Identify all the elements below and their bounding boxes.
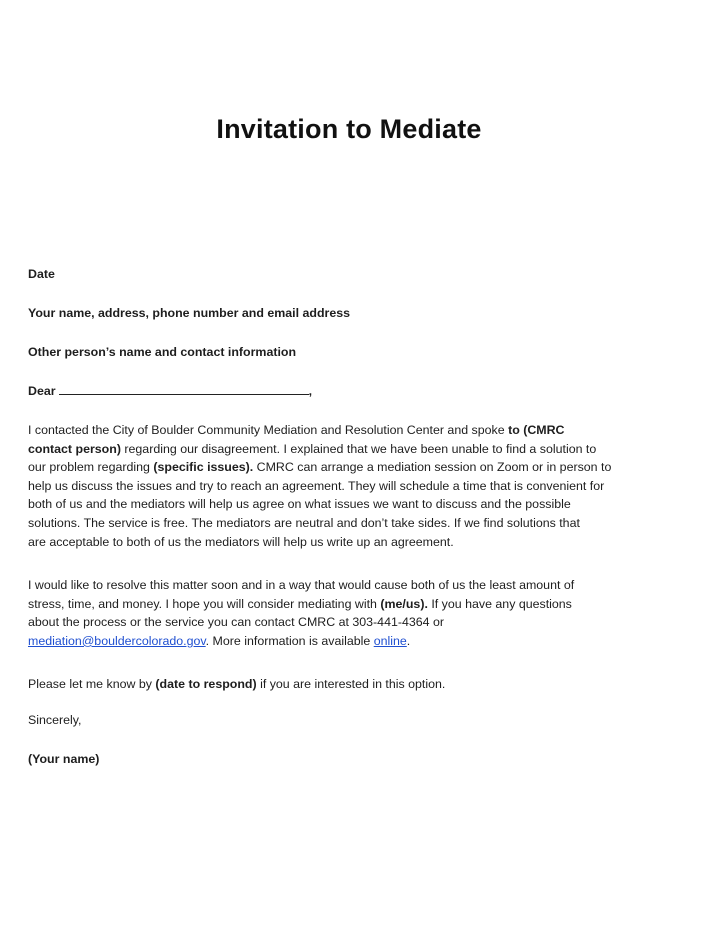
p3-a: Please let me know by xyxy=(28,677,156,691)
sender-line xyxy=(28,304,708,323)
paragraph-3 xyxy=(28,675,708,694)
date-label: Date xyxy=(28,267,55,281)
p1-l2b: regarding our disagreement. I explained that we have been unable to find a solution to xyxy=(120,441,597,456)
salutation-line xyxy=(28,382,708,401)
p1-l3c: CMRC can arrange a mediation session on Zoom or in person to xyxy=(253,460,612,475)
p2-l2b: (me/us). xyxy=(380,596,428,611)
p1-l1b: to (CMRC xyxy=(508,423,565,437)
p1-line-7: are acceptable to both of us the mediators will help us write up an agreement. xyxy=(28,534,454,549)
p1-l3b: (specific issues). xyxy=(153,460,254,475)
p2-l4c: . xyxy=(406,633,411,648)
p2-l4b: . More information is available xyxy=(205,633,374,648)
recipient-line xyxy=(28,343,708,362)
salutation-label: Dear xyxy=(28,384,56,398)
signature-line xyxy=(28,750,708,769)
salutation-comma: , xyxy=(308,384,313,398)
recipient-label: Other person’s name and contact information xyxy=(28,345,297,359)
p1-line-4: help us discuss the issues and try to reach an agreement. They will schedule a time that is convenient for xyxy=(28,478,605,493)
p1-l3a: our problem regarding xyxy=(28,460,154,475)
p2-line-4 xyxy=(28,632,708,651)
p1-line-5: both of us and the mediators will help us agree on what issues we want to discuss and the possible xyxy=(28,497,571,512)
closing: Sincerely, xyxy=(28,713,82,727)
p1-line-2 xyxy=(28,440,708,459)
email-link[interactable]: mediation@bouldercolorado.gov xyxy=(28,633,206,648)
p2-line-2 xyxy=(28,595,708,614)
salutation-blank xyxy=(59,382,309,395)
sender-label: Your name, address, phone number and email address xyxy=(28,306,351,320)
document-title: Invitation to Mediate xyxy=(216,114,482,144)
p1-line-1 xyxy=(28,421,708,440)
p2-line-3: about the process or the service you can contact CMRC at 303-441-4364 or xyxy=(28,615,444,630)
p2-line-1: I would like to resolve this matter soon and in a way that would cause both of us the least amount of xyxy=(28,578,575,592)
p1-l1a: I contacted the City of Boulder Community Mediation and Resolution Center and spoke xyxy=(28,423,509,437)
p3-c: if you are interested in this option. xyxy=(256,677,446,691)
p1-line-3 xyxy=(28,458,708,477)
signature: (Your name) xyxy=(28,752,100,766)
date-line xyxy=(28,265,708,284)
p1-line-6: solutions. The service is free. The mediators are neutral and don’t take sides. If we find solutions that xyxy=(28,515,580,530)
paragraph-2 xyxy=(28,576,708,650)
p2-l2c: If you have any questions xyxy=(427,596,572,611)
p2-l2a: stress, time, and money. I hope you will consider mediating with xyxy=(28,596,381,611)
p1-l2a: contact person) xyxy=(28,441,121,456)
p3-b: (date to respond) xyxy=(155,677,257,691)
online-link[interactable]: online xyxy=(373,633,407,648)
paragraph-1 xyxy=(28,421,708,551)
